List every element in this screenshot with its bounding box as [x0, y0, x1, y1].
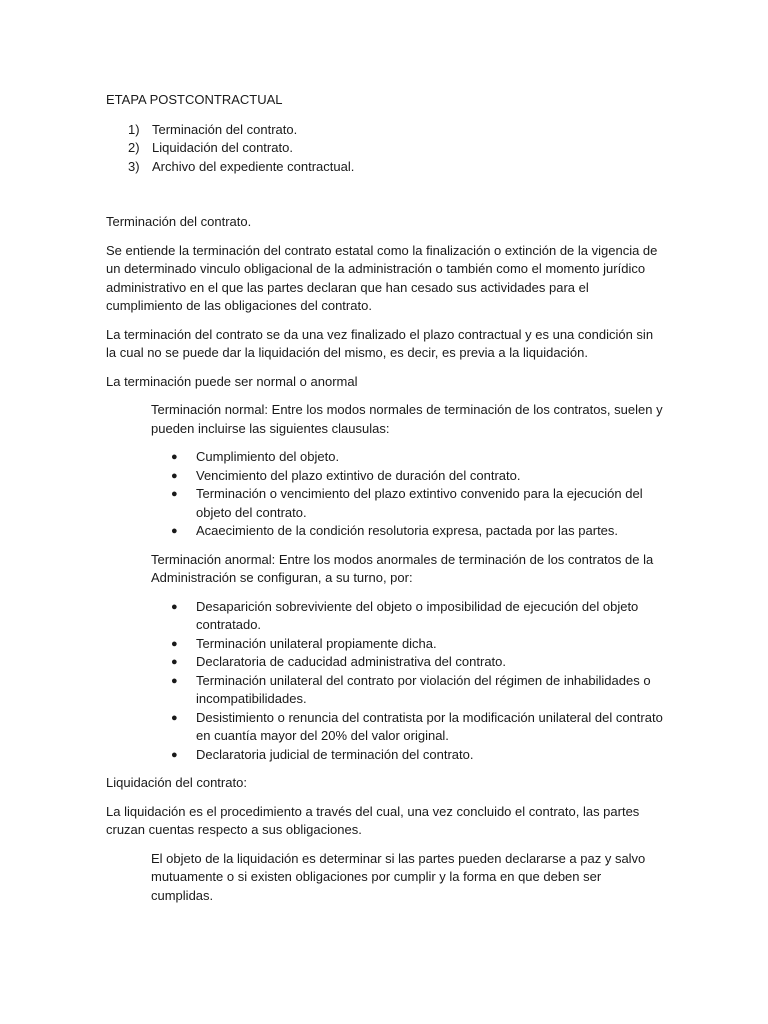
bullet-icon: ●: [171, 711, 178, 724]
list-item: [171, 485, 666, 522]
liquidation-heading: Liquidación del contrato:: [106, 775, 247, 790]
list-text: Archivo del expediente contractual.: [152, 158, 355, 174]
document-page: [106, 91, 666, 905]
list-number: 2): [128, 140, 140, 155]
list-text: Vencimiento del plazo extintivo de duración del contrato.: [196, 467, 521, 483]
list-text: Desaparición sobreviviente del objeto o imposibilidad de ejecución del objeto contratado.: [196, 598, 639, 632]
list-item: [171, 709, 666, 746]
list-text: Declaratoria judicial de terminación del contrato.: [196, 746, 474, 762]
list-item: [171, 448, 666, 467]
spacer: [106, 176, 666, 213]
list-item: [171, 522, 666, 541]
list-item: [171, 672, 666, 709]
termination-paragraph-2: La terminación del contrato se da una vez finalizado el plazo contractual y es una condición sin la cual no se puede dar la liquidación del mismo, es decir, es previa a la liquidación.: [106, 326, 654, 360]
document-title: ETAPA POSTCONTRACTUAL: [106, 92, 283, 107]
list-item: [171, 467, 666, 486]
bullet-icon: ●: [171, 656, 178, 668]
list-item: [171, 598, 666, 635]
termination-paragraph-3: La terminación puede ser normal o anormal: [106, 373, 358, 389]
termination-paragraph-1: Se entiende la terminación del contrato estatal como la finalización o extinción de la vigencia de un determinado vinculo obligacional de la administración o también como el momento jurídico administrativo en el que las partes declaran que han cesado sus actividades para el cumplimiento de las obligaciones del contrato.: [106, 242, 658, 313]
bullet-icon: ●: [171, 488, 178, 500]
list-item: [128, 139, 666, 158]
bullet-icon: ●: [171, 674, 178, 687]
list-item: [128, 158, 666, 177]
list-text: Liquidación del contrato.: [152, 140, 293, 155]
list-text: Cumplimiento del objeto.: [196, 449, 340, 464]
list-item: [171, 653, 666, 672]
list-number: 1): [128, 121, 140, 137]
abnormal-termination-list: [171, 598, 666, 765]
liquidation-paragraph-1: La liquidación es el procedimiento a través del cual, una vez concluido el contrato, las partes cruzan cuentas respecto a sus obligaciones.: [106, 803, 640, 837]
bullet-icon: ●: [171, 748, 178, 761]
list-item: [171, 746, 666, 765]
bullet-icon: ●: [171, 637, 178, 650]
list-text: Terminación unilateral del contrato por violación del régimen de inhabilidades o incompatibilidades.: [196, 672, 651, 706]
bullet-icon: ●: [171, 525, 178, 537]
list-item: [128, 121, 666, 140]
bullet-icon: ●: [171, 469, 178, 482]
list-item: [171, 635, 666, 654]
list-text: Declaratoria de caducidad administrativa del contrato.: [196, 654, 507, 669]
list-text: Desistimiento o renuncia del contratista por la modificación unilateral del contrato en cuantía mayor del 20% del valor original.: [196, 709, 663, 743]
list-text: Terminación o vencimiento del plazo extintivo convenido para la ejecución del objeto del contrato.: [196, 486, 643, 520]
abnormal-termination-intro: Terminación anormal: Entre los modos anormales de terminación de los contratos de la Administración se configuran, a su turno, por:: [151, 551, 654, 585]
list-text: Terminación del contrato.: [152, 121, 298, 137]
list-text: Terminación unilateral propiamente dicha.: [196, 635, 437, 651]
bullet-icon: ●: [171, 451, 178, 463]
termination-heading: Terminación del contrato.: [106, 214, 252, 229]
normal-termination-intro: Terminación normal: Entre los modos normales de terminación de los contratos, suelen y pueden incluirse las siguientes clausulas:: [151, 402, 663, 436]
list-text: Acaecimiento de la condición resolutoria expresa, pactada por las partes.: [196, 523, 619, 538]
list-number: 3): [128, 158, 140, 174]
stages-list: [128, 121, 666, 177]
normal-termination-list: [171, 448, 666, 541]
liquidation-paragraph-2: El objeto de la liquidación es determinar si las partes pueden declararse a paz y salvo mutuamente o si existen obligaciones por cumplir y la forma en que deben ser cumplidas.: [151, 850, 646, 903]
bullet-icon: ●: [171, 600, 178, 613]
